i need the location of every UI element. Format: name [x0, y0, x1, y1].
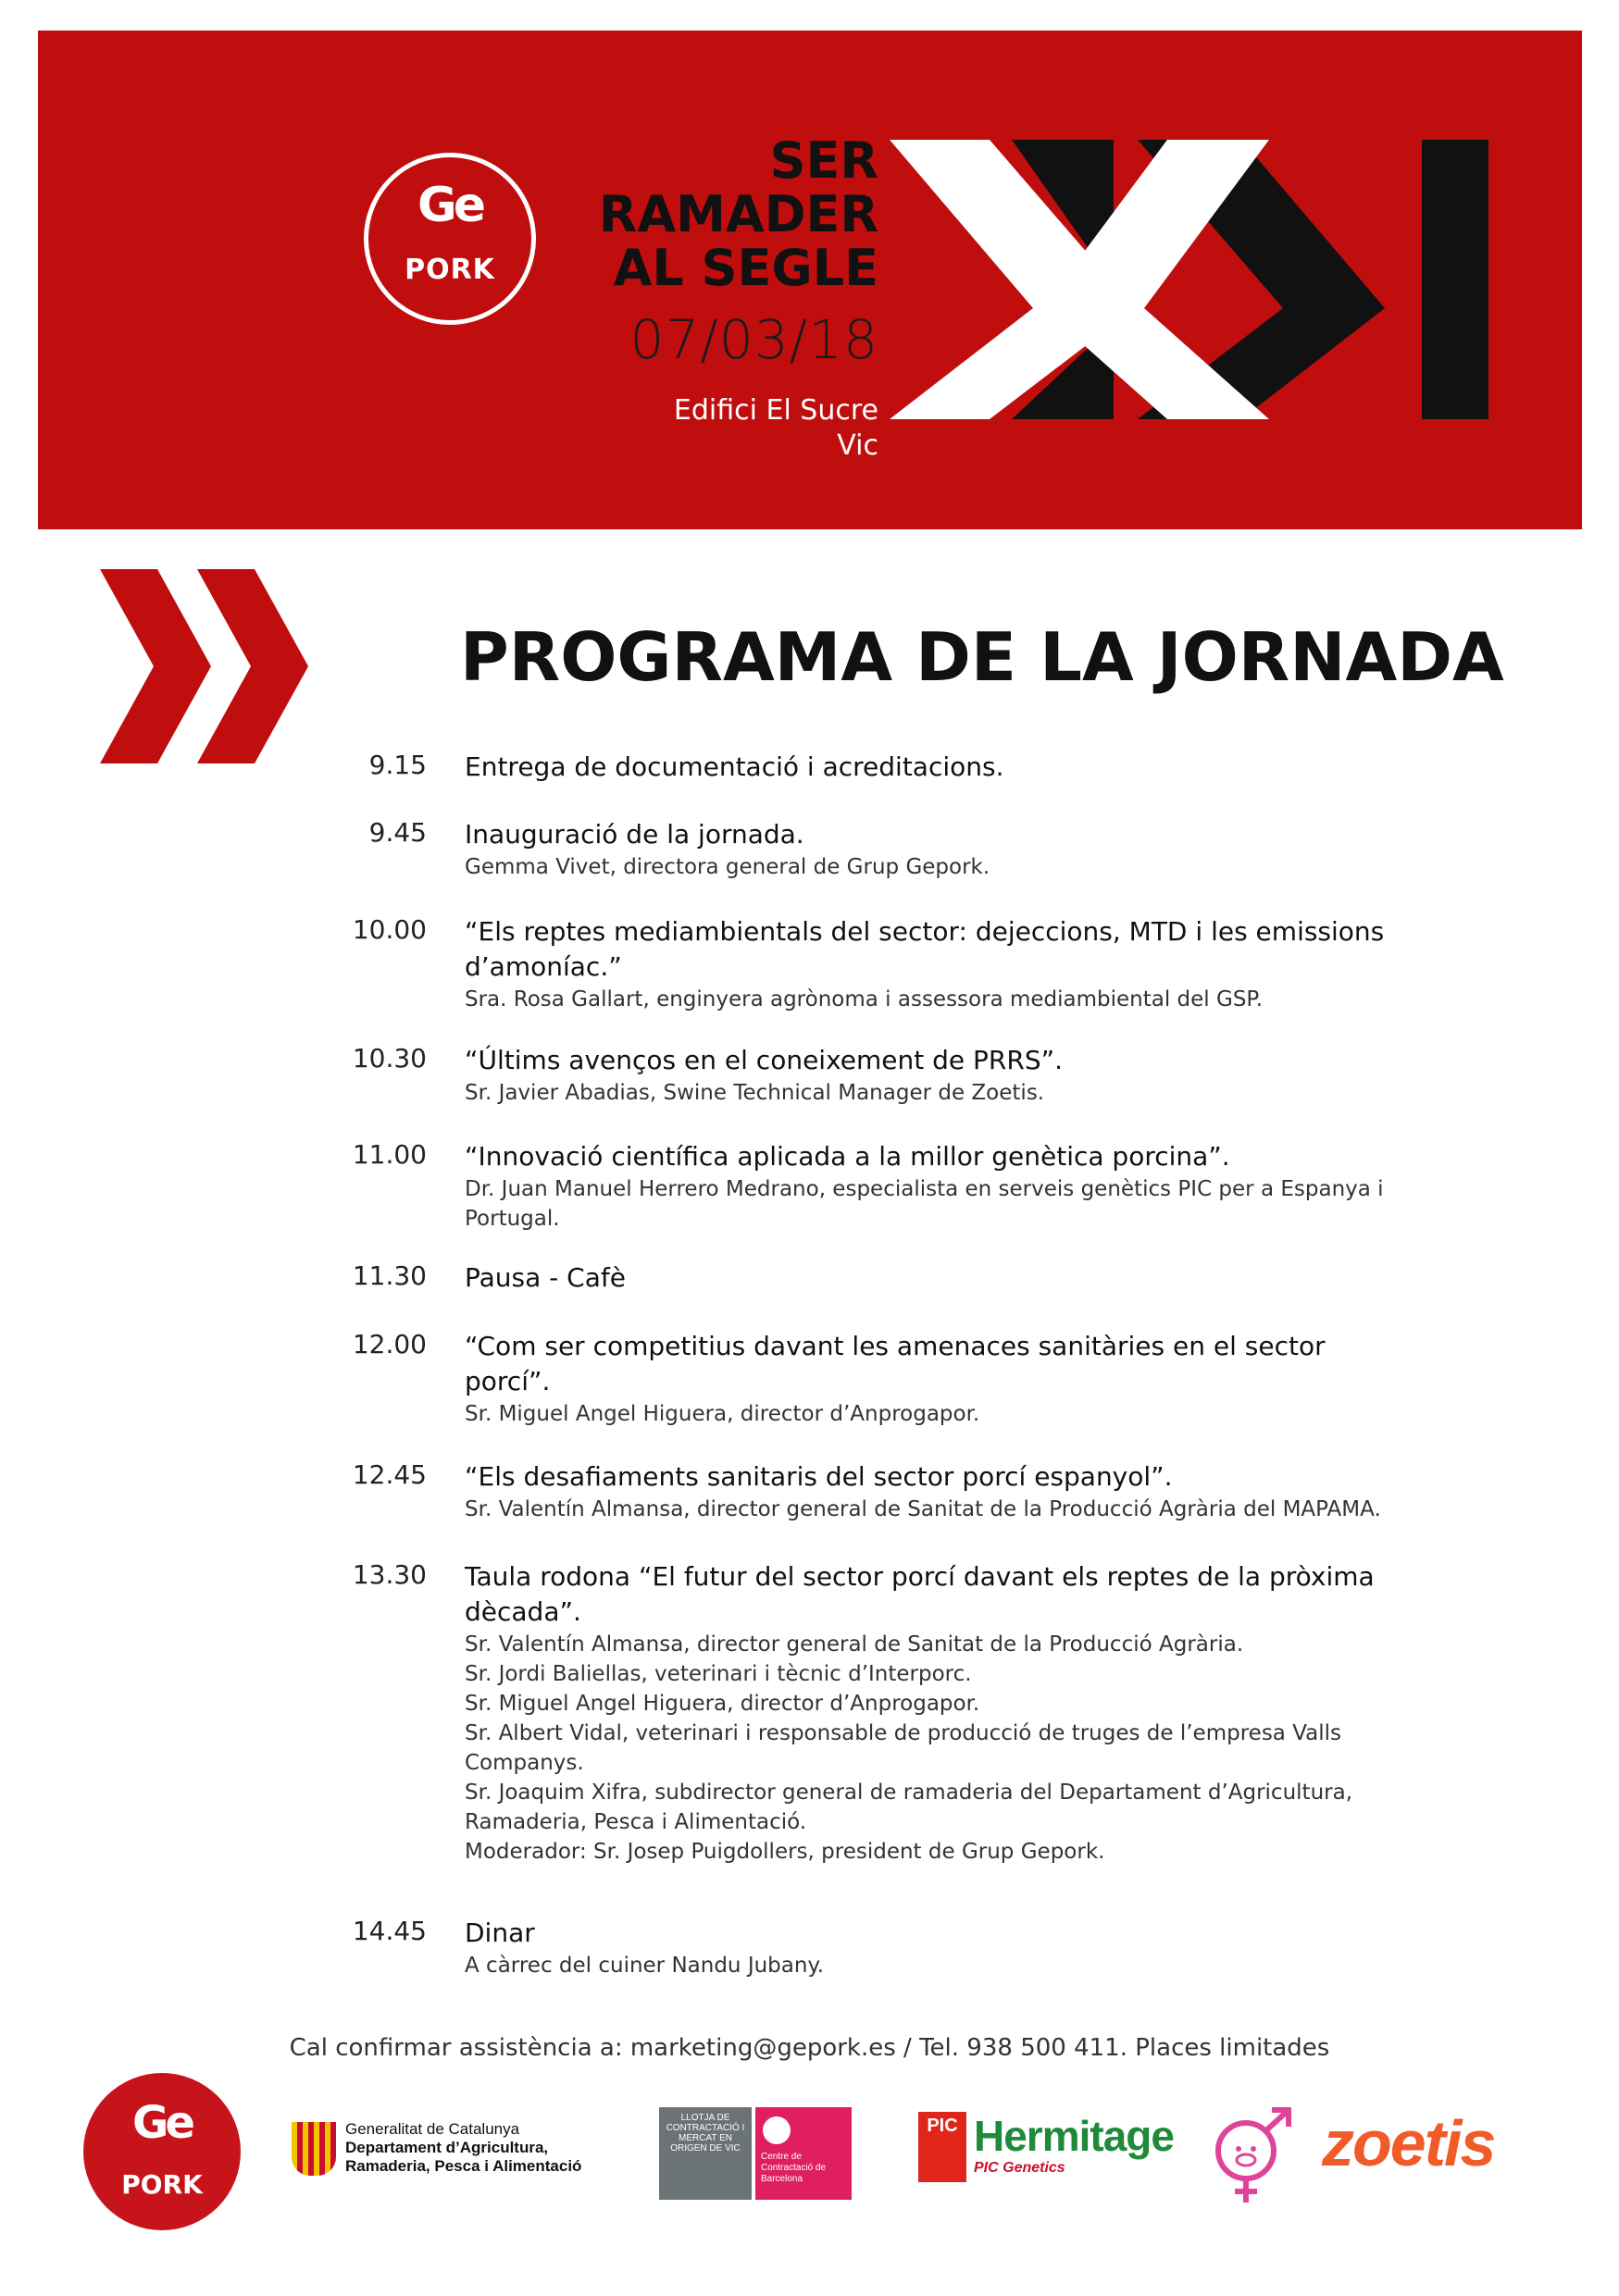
agenda-body	[465, 1916, 1418, 1980]
agenda-body	[465, 750, 1418, 785]
llotja-vic-text: LLOTJA DE CONTRACTACIÓ I MERCAT EN ORIGEN DE VIC	[659, 2107, 752, 2200]
agenda-body	[465, 1559, 1418, 1867]
hermitage-logo	[974, 2112, 1174, 2177]
agenda-time: 13.30	[352, 1559, 427, 1590]
agenda-speakers: Gemma Vivet, directora general de Grup Gepork.	[465, 855, 990, 879]
event-date: 07/03/18	[629, 308, 878, 371]
generalitat-shield-icon	[292, 2122, 336, 2176]
pic-logo: PIC	[918, 2112, 966, 2182]
agenda-time: 11.00	[352, 1139, 427, 1170]
agenda-title: “Els reptes mediambientals del sector: dejeccions, MTD i les emissions d’amoníac.”	[465, 916, 1385, 982]
generalitat-department-line1: Departament d’Agricultura,	[345, 2139, 549, 2156]
agenda-title: “Innovació científica aplicada a la millor genètica porcina”.	[465, 1141, 1230, 1172]
hermitage-name: Hermitage	[974, 2112, 1174, 2160]
agenda-body	[465, 1043, 1418, 1108]
pig-gender-icon	[1200, 2104, 1301, 2206]
agenda-speakers: Sr. Miguel Angel Higuera, director d’Anprogapor.	[465, 1402, 980, 1426]
llotja-barcelona-text: Centre de Contractació de Barcelona	[761, 2152, 827, 2184]
page-title: PROGRAMA DE LA JORNADA	[460, 618, 1504, 696]
event-title-line-2: RAMADER	[598, 185, 878, 243]
agenda-time: 12.00	[352, 1329, 427, 1359]
agenda-speakers: Sr. Javier Abadias, Swine Technical Manager de Zoetis.	[465, 1081, 1045, 1105]
agenda-time: 10.00	[352, 914, 427, 945]
agenda-speakers: Sra. Rosa Gallart, enginyera agrònoma i assessora mediambiental del GSP.	[465, 987, 1264, 1011]
gepork-logo	[364, 153, 536, 325]
agenda-time: 9.45	[368, 817, 427, 848]
footer-gepork-logo	[83, 2073, 241, 2230]
agenda-title: Entrega de documentació i acreditacions.	[465, 751, 1004, 782]
i-bar	[1422, 140, 1488, 419]
gepork-logo-mark: Ge	[417, 178, 482, 233]
mini-gepork-icon	[763, 2116, 791, 2144]
agenda-body	[465, 914, 1418, 1014]
agenda-time: 11.30	[352, 1260, 427, 1291]
agenda-speakers: A càrrec del cuiner Nandu Jubany.	[465, 1954, 825, 1978]
agenda-speakers: Dr. Juan Manuel Herrero Medrano, especialista en serveis genètics PIC per a Espanya i Portugal.	[465, 1177, 1384, 1231]
agenda-body	[465, 1459, 1418, 1524]
agenda-title: Taula rodona “El futur del sector porcí davant els reptes de la pròxima dècada”.	[465, 1561, 1375, 1627]
agenda-title: Inauguració de la jornada.	[465, 819, 804, 850]
event-title	[598, 131, 878, 297]
generalitat-text	[345, 2120, 581, 2176]
agenda-body	[465, 1139, 1418, 1234]
agenda-body	[465, 1329, 1418, 1429]
footer-gepork-name: PORK	[121, 2169, 203, 2200]
event-title-line-3: AL SEGLE	[613, 239, 878, 297]
chevrons-icon	[100, 569, 308, 763]
event-venue-building: Edifici El Sucre	[673, 394, 878, 427]
agenda-speakers: Sr. Valentín Almansa, director general de Sanitat de la Producció Agrària. Sr. Jordi Baliellas, veterinari i tècnic d’Interporc. Sr. Miguel Angel Higuera, director d’Anprogapor. Sr. Albert Vidal, veterinari i responsable de producció de truges de l’empresa Valls Companys. Sr. Joaquim Xifra, subdirector general de ramaderia del Departament d’Agricultura, Ramaderia, Pesca i Alimentació. Moderador: Sr. Josep Puigdollers, president de Grup Gepork.	[465, 1632, 1353, 1864]
gepork-logo-name: PORK	[405, 254, 495, 286]
agenda-time: 9.15	[368, 750, 427, 780]
generalitat-department-line2: Ramaderia, Pesca i Alimentació	[345, 2157, 582, 2175]
agenda-title: Pausa - Cafè	[465, 1262, 626, 1293]
agenda-body	[465, 1260, 1418, 1296]
agenda-title: Dinar	[465, 1917, 535, 1948]
agenda-title: “Com ser competitius davant les amenaces sanitàries en el sector porcí”.	[465, 1331, 1326, 1396]
pic-genetics-text: PIC Genetics	[974, 2160, 1065, 2176]
footer-gepork-mark: Ge	[132, 2097, 192, 2149]
zoetis-logo: zoetis	[1322, 2107, 1495, 2179]
agenda-time: 10.30	[352, 1043, 427, 1074]
llotja-barcelona-panel	[755, 2107, 852, 2200]
generalitat-name: Generalitat de Catalunya	[345, 2120, 520, 2138]
header-banner	[38, 31, 1582, 529]
agenda-title: “Els desafiaments sanitaris del sector porcí espanyol”.	[465, 1461, 1173, 1492]
llotja-vic-logo	[659, 2107, 852, 2200]
event-venue	[674, 393, 878, 464]
agenda-time: 14.45	[352, 1916, 427, 1946]
event-title-line-1: SER	[769, 131, 878, 190]
event-venue-city: Vic	[837, 429, 878, 462]
agenda-body	[465, 817, 1418, 882]
agenda-title: “Últims avenços en el coneixement de PRRS”.	[465, 1045, 1064, 1075]
agenda-speakers: Sr. Valentín Almansa, director general de Sanitat de la Producció Agrària del MAPAMA.	[465, 1497, 1381, 1521]
agenda-time: 12.45	[352, 1459, 427, 1490]
rsvp-contact-line: Cal confirmar assistència a: marketing@gepork.es / Tel. 938 500 411. Places limitades	[289, 2034, 1330, 2062]
